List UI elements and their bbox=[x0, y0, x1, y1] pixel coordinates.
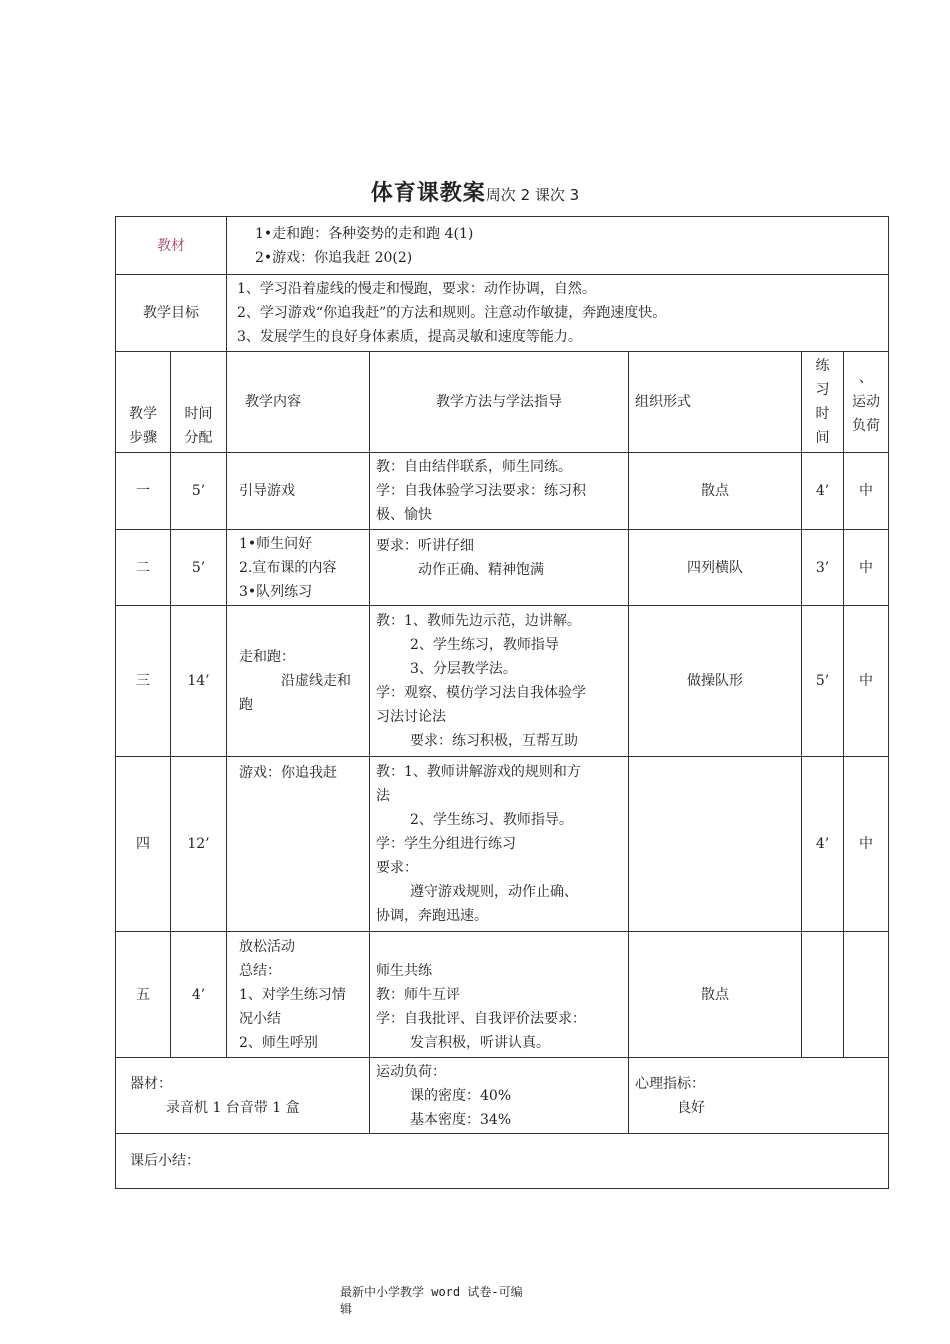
row-time: 12’ bbox=[171, 757, 227, 932]
row-time: 4’ bbox=[171, 932, 227, 1058]
row-step: 二 bbox=[116, 530, 171, 606]
table-row bbox=[116, 530, 889, 606]
row-time: 14’ bbox=[171, 606, 227, 757]
header-time: 时间 分配 bbox=[171, 352, 227, 453]
row-step: 四 bbox=[116, 757, 171, 932]
row-method: 教：自由结伴联系，师生同练。 学：自我体验学习法要求：练习积 极、愉快 bbox=[370, 453, 629, 530]
goal-item: 1、学习沿着虚线的慢走和慢跑，要求：动作协调，自然。 bbox=[237, 281, 596, 297]
material-row bbox=[116, 217, 889, 275]
table-row bbox=[116, 757, 889, 932]
equipment-cell bbox=[116, 1058, 370, 1134]
exercise-load-label: 运动负荷： bbox=[376, 1064, 446, 1080]
row-practice: 3’ bbox=[802, 530, 844, 606]
header-load: 、 运动 负荷 bbox=[844, 352, 889, 453]
psych-label: 心理指标： bbox=[635, 1075, 705, 1092]
header-org: 组织形式 bbox=[629, 352, 802, 453]
row-step: 一 bbox=[116, 453, 171, 530]
summary-row bbox=[116, 1134, 889, 1189]
summary-label: 课后小结： bbox=[116, 1134, 889, 1189]
row-content: 走和跑： 沿虚线走和 跑 bbox=[227, 606, 370, 757]
row-step: 三 bbox=[116, 606, 171, 757]
page-title bbox=[0, 176, 950, 207]
equipment-label: 器材： bbox=[130, 1075, 172, 1092]
goal-item: 2、学习游戏“你追我赶”的方法和规则。注意动作敏捷，奔跑速度快。 bbox=[237, 305, 667, 321]
row-org: 做操队形 bbox=[629, 606, 802, 757]
row-load: 中 bbox=[844, 530, 889, 606]
row-content: 引导游戏 bbox=[227, 453, 370, 530]
row-time: 5’ bbox=[171, 453, 227, 530]
row-content: 1•师生问好 2.宣布课的内容 3•队列练习 bbox=[227, 530, 370, 606]
goal-item: 3、发展学生的良好身体素质，提高灵敏和速度等能力。 bbox=[237, 329, 582, 345]
row-content: 放松活动 总结： 1、对学生练习情 况小结 2、师生呼别 bbox=[227, 932, 370, 1058]
equipment-row bbox=[116, 1058, 889, 1134]
psych-value: 良好 bbox=[677, 1099, 705, 1116]
lesson-plan-table bbox=[115, 216, 889, 1189]
exercise-load-density: 课的密度：40% bbox=[410, 1088, 512, 1104]
material-label: 教材 bbox=[116, 217, 227, 275]
material-content bbox=[227, 217, 889, 275]
row-practice bbox=[802, 932, 844, 1058]
row-step: 五 bbox=[116, 932, 171, 1058]
row-load: 中 bbox=[844, 453, 889, 530]
table-row bbox=[116, 606, 889, 757]
row-practice: 4’ bbox=[802, 453, 844, 530]
header-content: 教学内容 bbox=[227, 352, 370, 453]
row-org: 四列横队 bbox=[629, 530, 802, 606]
title-sub: 周次 2 课次 3 bbox=[485, 186, 580, 204]
row-method: 教：1、教师先边示范，边讲解。 2、学生练习，教师指导 3、分层教学法。 学：观察、模仿学习法自我体验学 习法讨论法 要求：练习积极，互帮互助 bbox=[370, 606, 629, 757]
row-practice: 5’ bbox=[802, 606, 844, 757]
exercise-load-cell bbox=[370, 1058, 629, 1134]
row-load: 中 bbox=[844, 606, 889, 757]
goals-content bbox=[227, 275, 889, 352]
header-row bbox=[116, 352, 889, 453]
table-row bbox=[116, 453, 889, 530]
goals-label: 教学目标 bbox=[116, 275, 227, 352]
header-practice: 练 习 时 间 bbox=[802, 352, 844, 453]
footer-line: 辑 bbox=[340, 1302, 353, 1316]
title-main: 体育课教案 bbox=[370, 181, 486, 206]
material-item: 2•游戏：你追我赶 20(2) bbox=[255, 249, 413, 266]
row-org bbox=[629, 757, 802, 932]
footer-line: 最新中小学教学 word 试卷-可编 bbox=[340, 1285, 523, 1299]
row-content: 游戏：你追我赶 bbox=[227, 757, 370, 932]
equipment-value: 录音机 1 台音带 1 盒 bbox=[166, 1099, 300, 1116]
exercise-load-basic: 基本密度：34% bbox=[410, 1112, 512, 1128]
row-practice: 4’ bbox=[802, 757, 844, 932]
row-org: 散点 bbox=[629, 453, 802, 530]
row-time: 5’ bbox=[171, 530, 227, 606]
material-item: 1•走和跑：各种姿势的走和跑 4(1) bbox=[255, 225, 474, 242]
row-method: 教：1、教师讲解游戏的规则和方 法 2、学生练习、教师指导。 学：学生分组进行练习 要求： 遵守游戏规则，动作止确、 协调，奔跑迅速。 bbox=[370, 757, 629, 932]
header-method: 教学方法与学法指导 bbox=[370, 352, 629, 453]
row-method: 要求：听讲仔细 动作正确、精神饱满 bbox=[370, 530, 629, 606]
row-load: 中 bbox=[844, 757, 889, 932]
psych-cell bbox=[629, 1058, 889, 1134]
goals-row bbox=[116, 275, 889, 352]
header-step: 教学 步骤 bbox=[116, 352, 171, 453]
table-row bbox=[116, 932, 889, 1058]
row-load bbox=[844, 932, 889, 1058]
footer bbox=[340, 1284, 540, 1318]
row-method: 师生共练 教：师牛互评 学：自我批评、自我评价法要求： 发言积极，听讲认真。 bbox=[370, 932, 629, 1058]
row-org: 散点 bbox=[629, 932, 802, 1058]
